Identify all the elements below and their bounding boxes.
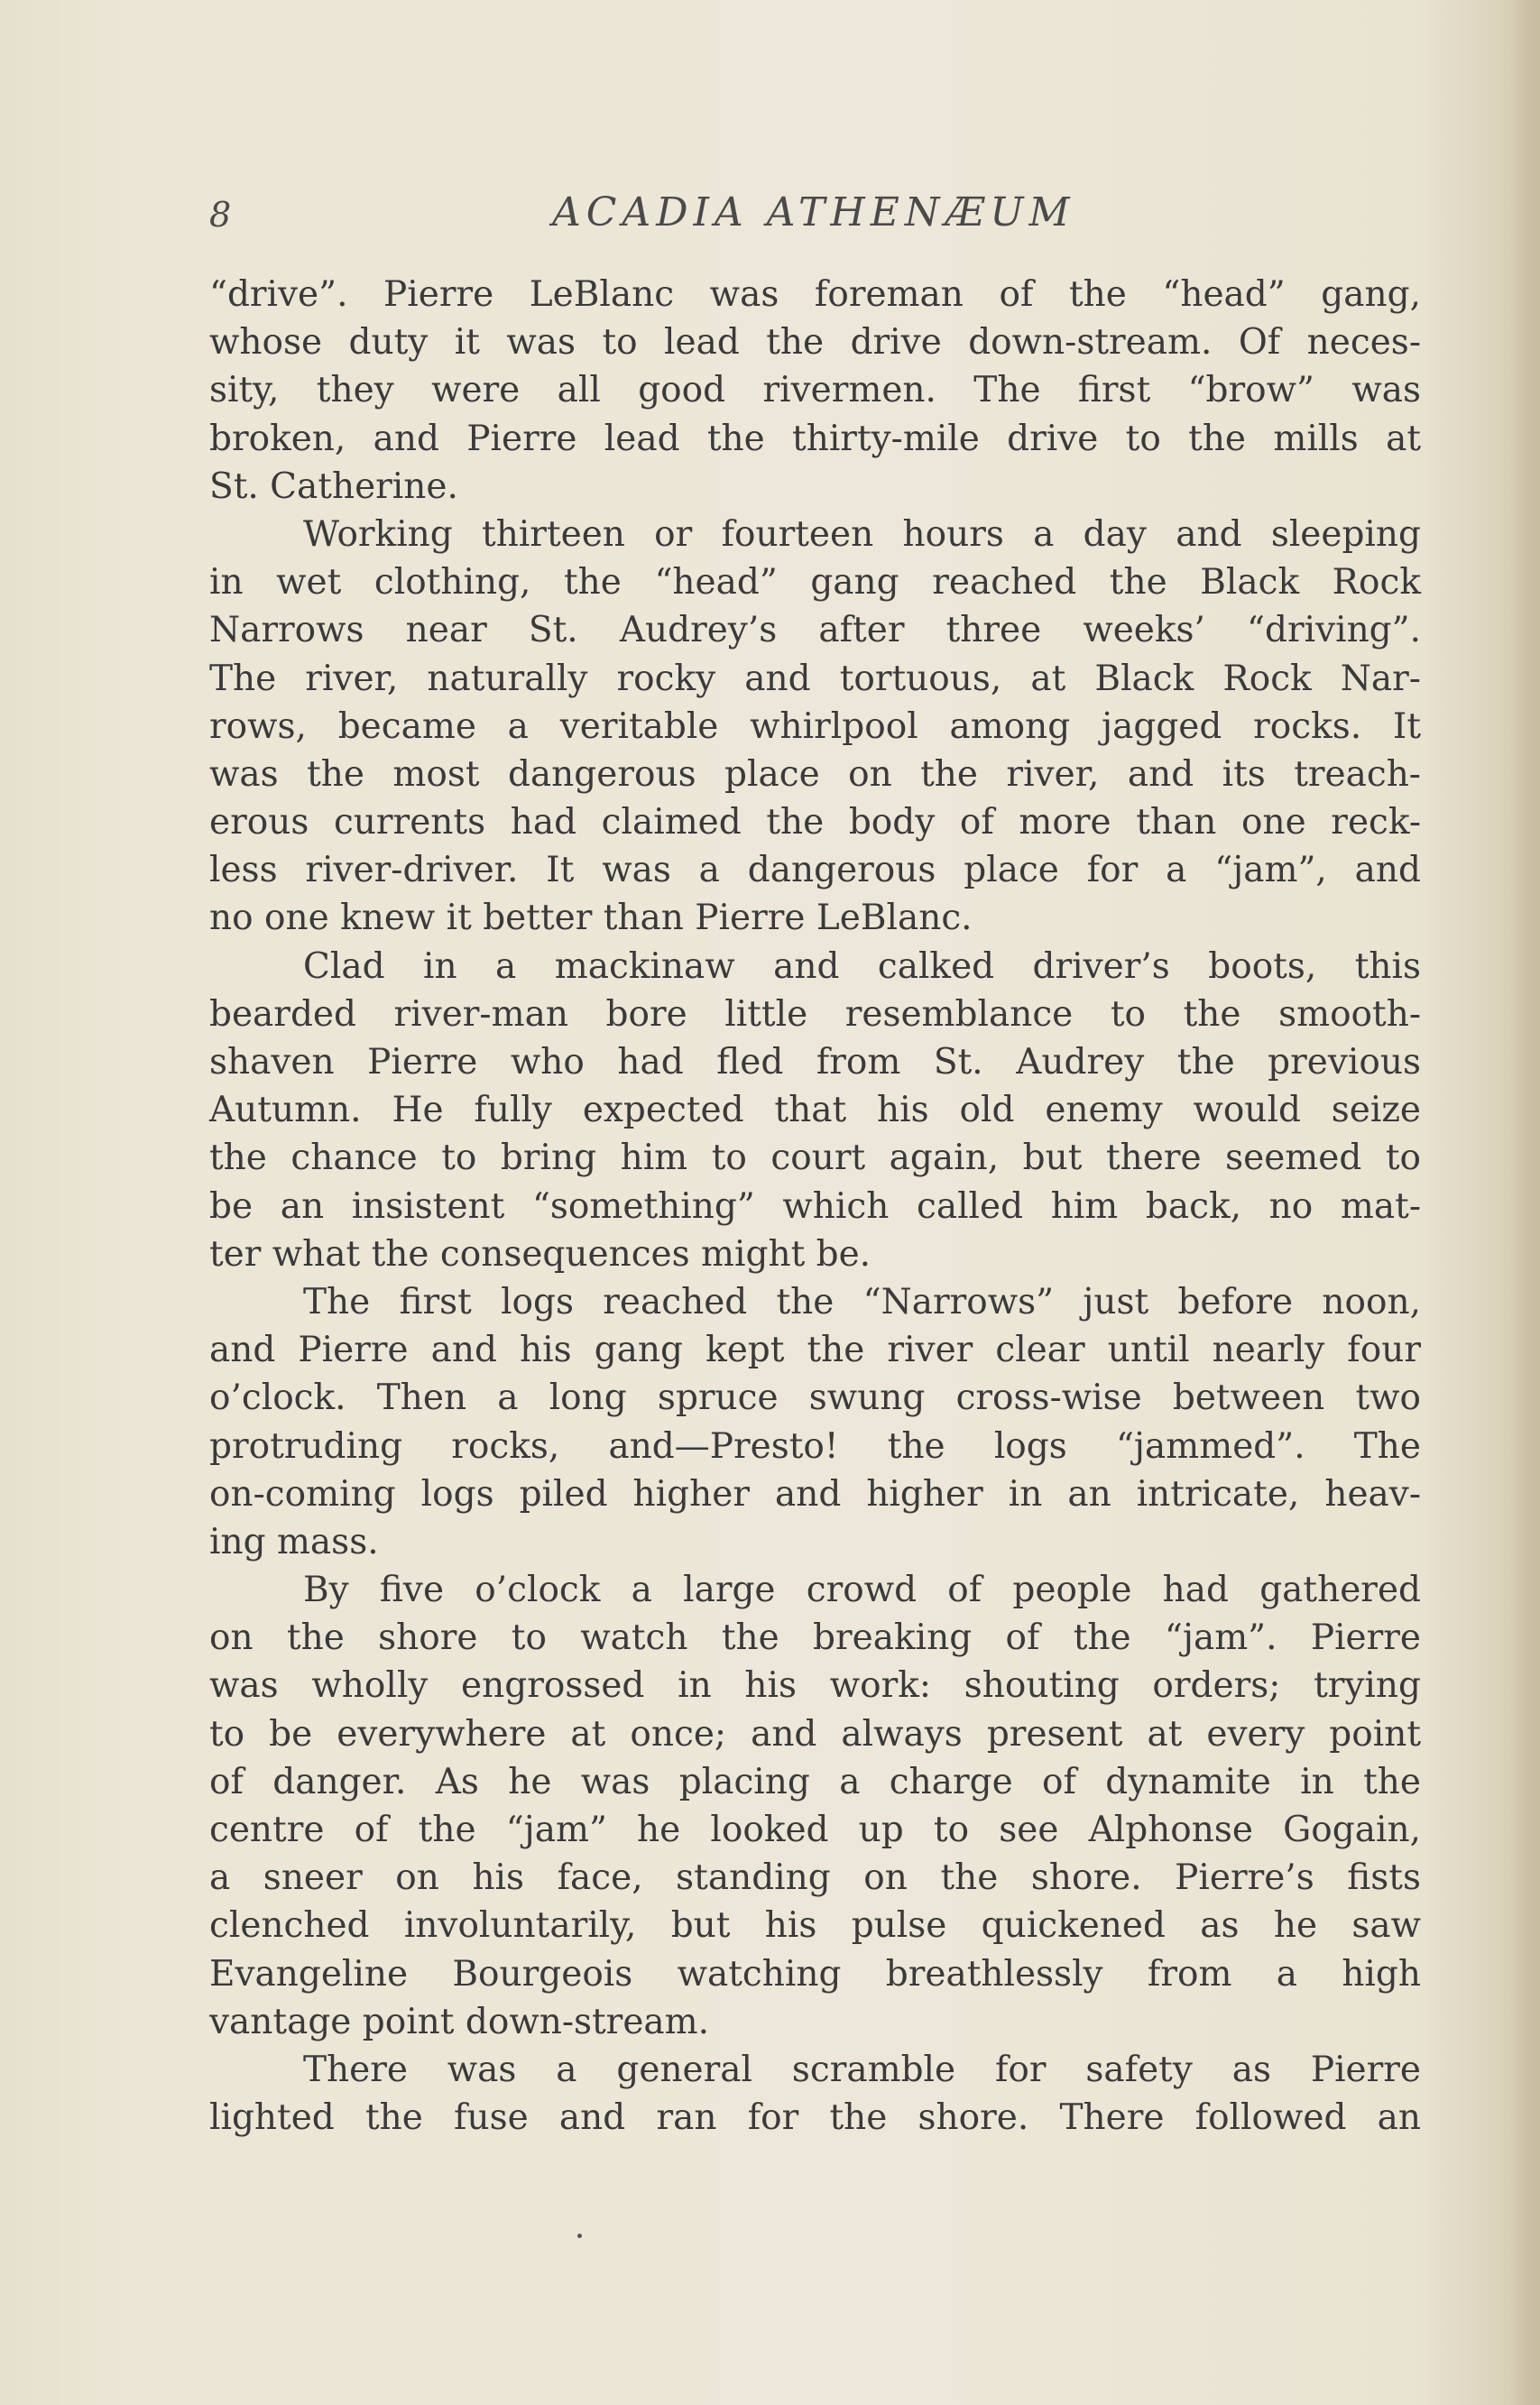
paragraph-first-line: The first logs reached the “Narrows” just before noon, (303, 1281, 1421, 1322)
text-line: ing mass. (209, 1521, 379, 1562)
text-line: less river-driver. It was a dangerous place for a “jam”, and (209, 850, 1421, 891)
text-line: the chance to bring him to court again, but there seemed to (209, 1138, 1421, 1179)
text-line: broken, and Pierre lead the thirty-mile drive to the mills at (209, 418, 1421, 459)
text-line: to be everywhere at once; and always present at every point (209, 1713, 1421, 1755)
text-line: sity, they were all good rivermen. The first “brow” was (209, 370, 1421, 411)
text-line: St. Catherine. (209, 465, 458, 507)
paragraph-first-line: Clad in a mackinaw and calked driver’s boots, this (303, 945, 1421, 987)
text-line: o’clock. Then a long spruce swung cross-wise between two (209, 1378, 1421, 1419)
text-line: Evangeline Bourgeois watching breathlessly from a high (209, 1953, 1421, 1995)
text-line: protruding rocks, and—Presto! the logs “jammed”. The (209, 1425, 1421, 1467)
text-line: clenched involuntarily, but his pulse quickened as he saw (209, 1905, 1421, 1947)
text-line: ter what the consequences might be. (209, 1233, 871, 1275)
text-line: be an insistent “something” which called him back, no mat- (209, 1185, 1421, 1227)
text-line: erous currents had claimed the body of more than one reck- (209, 802, 1421, 843)
text-line: on the shore to watch the breaking of the “jam”. Pierre (209, 1617, 1421, 1659)
text-line: centre of the “jam” he looked up to see Alphonse Gogain, (209, 1810, 1421, 1850)
page-number: 8 (209, 195, 233, 235)
text-line: was the most dangerous place on the river, and its treach- (209, 753, 1421, 795)
text-line: in wet clothing, the “head” gang reached the Black Rock (209, 562, 1421, 604)
text-line: shaven Pierre who had fled from St. Audrey the previous (209, 1042, 1421, 1083)
page-header (209, 180, 1418, 244)
text-line: whose duty it was to lead the drive down-stream. Of neces- (209, 322, 1421, 364)
text-line: rows, became a veritable whirlpool among jagged rocks. It (209, 705, 1421, 747)
text-line: a sneer on his face, standing on the shore. Pierre’s fists (209, 1857, 1421, 1899)
text-line: lighted the fuse and ran for the shore. There followed an (209, 2097, 1421, 2139)
text-line: bearded river-man bore little resemblance to the smooth- (209, 993, 1421, 1035)
paragraph-first-line: There was a general scramble for safety as Pierre (303, 2049, 1421, 2090)
running-head: ACADIA ATHENÆUM (552, 189, 1075, 235)
text-line: “drive”. Pierre LeBlanc was foreman of the “head” gang, (209, 274, 1421, 315)
text-line: no one knew it better than Pierre LeBlanc. (209, 898, 973, 939)
text-line: Narrows near St. Audrey’s after three weeks’ “driving”. (209, 610, 1421, 651)
page-edge-shadow (1509, 0, 1540, 2405)
body-text (209, 271, 1421, 2142)
paper-speck (577, 2234, 582, 2238)
text-line: of danger. As he was placing a charge of dynamite in the (209, 1761, 1421, 1802)
text-line: Autumn. He fully expected that his old enemy would seize (209, 1090, 1421, 1131)
text-line: on-coming logs piled higher and higher in an intricate, heav- (209, 1473, 1421, 1515)
paragraph-first-line: Working thirteen or fourteen hours a day and sleeping (303, 513, 1421, 555)
paragraph-first-line: By five o’clock a large crowd of people had gathered (303, 1570, 1421, 1611)
text-line: was wholly engrossed in his work: shouting orders; trying (209, 1665, 1421, 1707)
text-line: and Pierre and his gang kept the river clear until nearly four (209, 1330, 1421, 1371)
text-line: The river, naturally rocky and tortuous, at Black Rock Nar- (209, 658, 1421, 699)
text-line: vantage point down-stream. (209, 2001, 710, 2042)
